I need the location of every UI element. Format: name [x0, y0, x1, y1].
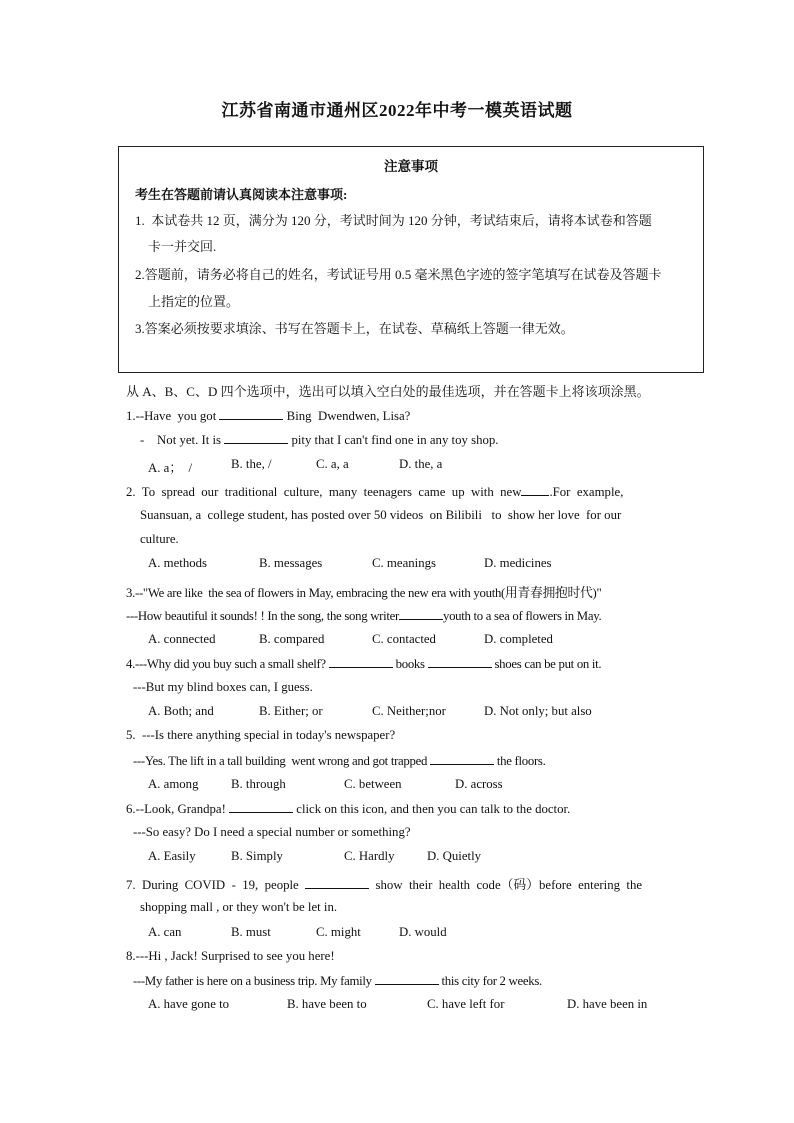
- q6-option-a: A. Easily: [148, 849, 196, 863]
- q6-line2: ---So easy? Do I need a special number or something?: [133, 825, 411, 839]
- q7-line2: shopping mall , or they won't be let in.: [140, 900, 338, 914]
- q8-option-c: C. have left for: [427, 997, 505, 1011]
- q5-option-d: D. across: [455, 777, 503, 791]
- q5-line1: 5. ---Is there anything special in today's newspaper?: [126, 728, 396, 742]
- q4-option-a: A. Both; and: [148, 704, 214, 718]
- q7-option-d: D. would: [399, 925, 447, 939]
- q5-option-a: A. among: [148, 777, 199, 791]
- q6-option-d: D. Quietly: [427, 849, 482, 863]
- q8-option-d: D. have been in: [567, 997, 648, 1011]
- q1-option-d: D. the, a: [399, 457, 443, 471]
- q2-option-c: C. meanings: [372, 556, 436, 570]
- notice-heading: 注意事项: [384, 159, 438, 174]
- instruction: 从 A、B、C、D 四个选项中，选出可以填入空白处的最佳选项，并在答题卡上将该项涂黑。: [126, 384, 650, 399]
- q1-line2: - Not yet. It is pity that I can't find one in any toy shop.: [140, 433, 499, 447]
- q6-option-c: C. Hardly: [344, 849, 395, 863]
- q2-option-b: B. messages: [259, 556, 323, 570]
- q4-option-b: B. Either; or: [259, 704, 323, 718]
- q1-option-b: B. the, /: [231, 457, 272, 471]
- notice-intro: 考生在答题前请认真阅读本注意事项:: [135, 187, 348, 202]
- answer-blank: [305, 877, 369, 889]
- q7-option-b: B. must: [231, 925, 271, 939]
- q2-line1: 2. To spread our traditional culture, many teenagers came up with new .For example,: [126, 485, 624, 499]
- q2-line2: Suansuan, a college student, has posted over 50 videos on Bilibili to show her love for our: [140, 508, 622, 522]
- q2-line3: culture.: [140, 532, 179, 546]
- q8-line2: ---My father is here on a business trip. My family this city for 2 weeks.: [133, 974, 542, 988]
- q3-option-b: B. compared: [259, 632, 325, 646]
- q2-option-a: A. methods: [148, 556, 208, 570]
- q5-option-b: B. through: [231, 777, 286, 791]
- answer-blank: [399, 608, 443, 620]
- answer-blank: [375, 973, 439, 985]
- q6-line1: 6.--Look, Grandpa! click on this icon, and then you can talk to the doctor.: [126, 802, 571, 816]
- q3-option-a: A. connected: [148, 632, 216, 646]
- q3-line1: 3.--"We are like the sea of flowers in May, embracing the new era with youth(用青春拥抱时代)": [126, 586, 602, 600]
- q5-option-c: C. between: [344, 777, 402, 791]
- answer-blank: [229, 801, 293, 813]
- q8-line1: 8.---Hi , Jack! Surprised to see you here!: [126, 949, 335, 963]
- q1-option-c: C. a, a: [316, 457, 349, 471]
- answer-blank: [521, 484, 549, 496]
- notice-item-1: 1. 本试卷共 12 页，满分为 120 分，考试时间为 120 分钟，考试结束后，请将本试卷和答题: [135, 213, 652, 228]
- answer-blank: [329, 656, 393, 668]
- q4-option-d: D. Not only; but also: [484, 704, 592, 718]
- notice-item-1-cont: 卡一并交回.: [148, 239, 217, 254]
- q7-line1: 7. During COVID - 19, people show their health code（码）before entering the: [126, 878, 643, 892]
- q8-option-b: B. have been to: [287, 997, 367, 1011]
- notice-item-2-cont: 上指定的位置。: [148, 294, 240, 309]
- q2-option-d: D. medicines: [484, 556, 552, 570]
- page-title: 江苏省南通市通州区2022年中考一模英语试题: [221, 101, 573, 120]
- q3-option-c: C. contacted: [372, 632, 436, 646]
- q8-option-a: A. have gone to: [148, 997, 230, 1011]
- q7-option-a: A. can: [148, 925, 182, 939]
- q4-line1: 4.---Why did you buy such a small shelf? books shoes can be put on it.: [126, 657, 602, 671]
- answer-blank: [224, 432, 288, 444]
- q5-line2: ---Yes. The lift in a tall building went wrong and got trapped the floors.: [133, 754, 546, 768]
- q3-line2: ---How beautiful it sounds! ! In the song, the song writer youth to a sea of flowers in May.: [126, 609, 602, 623]
- answer-blank: [428, 656, 492, 668]
- q4-option-c: C. Neither;nor: [372, 704, 446, 718]
- notice-item-3: 3.答案必须按要求填涂、书写在答题卡上，在试卷、草稿纸上答题一律无效。: [135, 321, 574, 336]
- q3-option-d: D. completed: [484, 632, 553, 646]
- notice-box: [118, 146, 704, 373]
- answer-blank: [430, 753, 494, 765]
- answer-blank: [219, 408, 283, 420]
- notice-item-2: 2.答题前，请务必将自己的姓名，考试证号用 0.5 毫米黑色字迹的签字笔填写在试卷及答题卡: [135, 267, 662, 282]
- q1-line1: 1.--Have you got Bing Dwendwen, Lisa?: [126, 409, 411, 423]
- q1-option-a: A. a； /: [148, 461, 193, 475]
- q7-option-c: C. might: [316, 925, 361, 939]
- q6-option-b: B. Simply: [231, 849, 283, 863]
- q4-line2: ---But my blind boxes can, I guess.: [133, 680, 313, 694]
